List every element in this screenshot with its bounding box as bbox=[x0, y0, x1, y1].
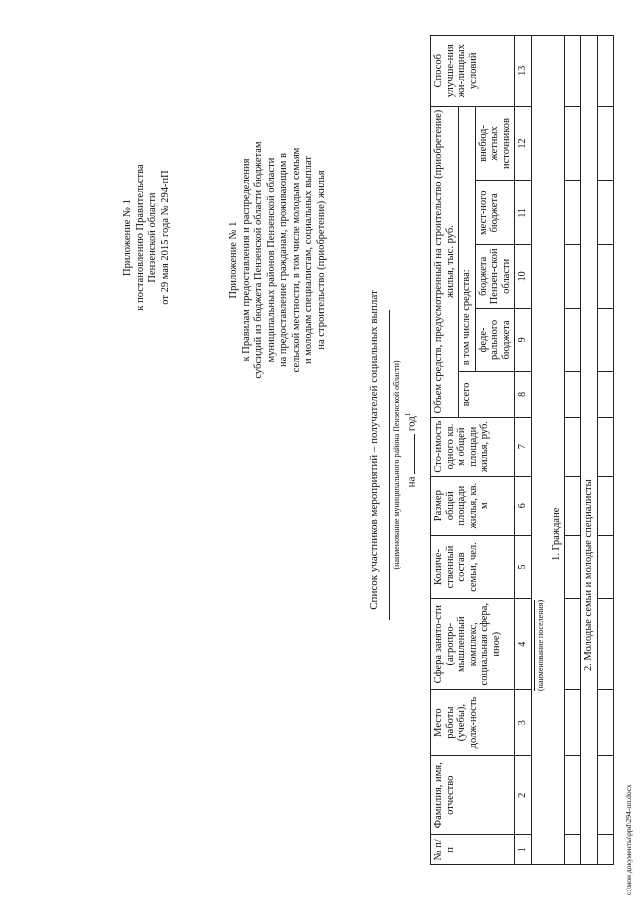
section-young-families: 2. Молодые семьи и молодые специалисты bbox=[583, 479, 594, 671]
header-extrabudget: внебюд-жетных источников bbox=[475, 106, 515, 181]
table-cell bbox=[565, 690, 581, 756]
table-cell bbox=[565, 835, 581, 865]
year-prefix: на bbox=[405, 476, 418, 488]
table-cell bbox=[597, 417, 613, 476]
table-cell bbox=[565, 599, 581, 690]
appendix-line: муниципальных районов Пензенской области bbox=[265, 157, 277, 363]
table-cell bbox=[597, 106, 613, 181]
appendix-line: субсидий из бюджета Пензенской области бюджетам bbox=[253, 141, 264, 379]
header-regional: бюджета Пензен-ской области bbox=[475, 245, 515, 309]
municipality-caption: (наименование муниципального района Пензенской области) bbox=[392, 360, 401, 570]
year-footnote-mark: 1 bbox=[404, 412, 412, 417]
table-cell bbox=[565, 756, 581, 835]
table-cell bbox=[597, 476, 613, 535]
table-cell bbox=[597, 245, 613, 309]
appendix-line: и молодым специалистам, социальных выплат bbox=[303, 156, 314, 364]
table-cell bbox=[565, 476, 581, 535]
appendix-line: Приложение № 1 bbox=[122, 199, 133, 276]
appendix-line: Приложение № 1 bbox=[228, 221, 239, 299]
table-cell bbox=[565, 535, 581, 599]
file-path-footer: c:\мои документы\ppd\294-пп.docx bbox=[624, 784, 633, 895]
header-cost: Сто-имость одного кв. м общей площади жилья, руб. bbox=[431, 417, 515, 476]
column-number: 12 bbox=[515, 106, 532, 181]
table-cell bbox=[597, 756, 613, 835]
column-number: 10 bbox=[515, 245, 532, 309]
participants-table bbox=[430, 35, 614, 865]
table-cell bbox=[565, 106, 581, 181]
header-federal: феде-рального бюджета bbox=[475, 308, 515, 372]
column-number: 13 bbox=[515, 36, 532, 107]
table-cell bbox=[597, 181, 613, 245]
document-title: Список участников мероприятий – получателей социальных выплат bbox=[368, 290, 380, 610]
header-family-size: Количе-ственный состав семьи, чел. bbox=[431, 535, 515, 599]
column-number: 3 bbox=[515, 690, 532, 756]
header-work: Место работы (учебы), долж-ность bbox=[431, 690, 515, 756]
header-fio: Фамилия, имя, отчество bbox=[431, 756, 515, 835]
appendix-line: от 29 мая 2015 года № 294-пП bbox=[159, 170, 171, 305]
appendix-line: к постановлению Правительства bbox=[134, 164, 146, 311]
table-cell bbox=[565, 181, 581, 245]
section-row-citizens bbox=[549, 36, 565, 865]
table-cell bbox=[565, 372, 581, 417]
column-number: 6 bbox=[515, 476, 532, 535]
appendix-line: сельской местности, в том числе молодым семьям bbox=[290, 147, 302, 373]
table-cell bbox=[565, 417, 581, 476]
header-volume: Объем средств, предусмотренный на строительство (приобретение) жилья, тыс. руб. bbox=[431, 106, 459, 417]
header-local: мест-ного бюджета bbox=[475, 181, 515, 245]
header-total: всего bbox=[459, 372, 515, 417]
column-number: 9 bbox=[515, 308, 532, 372]
header-sphere: Сфера занято-сти (агропро-мышленный комплекс, социальная сфера, иное) bbox=[431, 599, 515, 690]
table-cell bbox=[597, 690, 613, 756]
column-number: 1 bbox=[515, 835, 532, 865]
table-cell bbox=[565, 308, 581, 372]
column-number: 2 bbox=[515, 756, 532, 835]
appendix-line: к Правилам предоставления и распределения bbox=[240, 158, 252, 362]
section-citizens: 1. Граждане bbox=[550, 507, 562, 561]
year-suffix: год bbox=[405, 416, 418, 432]
header-num: № п/п bbox=[431, 835, 515, 865]
municipality-fill-line bbox=[389, 310, 390, 620]
settlement-row bbox=[532, 36, 549, 865]
column-number: 11 bbox=[515, 181, 532, 245]
column-number: 7 bbox=[515, 417, 532, 476]
section-row-young bbox=[581, 36, 598, 865]
appendix-line: на строительство (приобретение) жилья bbox=[315, 170, 327, 350]
appendix-header-rules bbox=[228, 90, 328, 430]
table-cell bbox=[597, 36, 613, 107]
year-blank bbox=[404, 434, 415, 474]
column-number: 5 bbox=[515, 535, 532, 599]
table-cell bbox=[565, 36, 581, 107]
header-method: Способ улучше-ния жи-лищных условий bbox=[431, 36, 515, 107]
column-number: 8 bbox=[515, 372, 532, 417]
table-cell bbox=[597, 835, 613, 865]
table-cell bbox=[597, 535, 613, 599]
column-number: 4 bbox=[515, 599, 532, 690]
appendix-header-decree bbox=[122, 130, 172, 345]
table-cell bbox=[597, 308, 613, 372]
header-area: Размер общей площади жилья, кв. м bbox=[431, 476, 515, 535]
header-including: в том числе средства: bbox=[459, 106, 476, 372]
table-cell bbox=[597, 372, 613, 417]
appendix-line: на предоставление гражданам, проживающим в bbox=[278, 152, 289, 368]
settlement-caption: (наименование поселения) bbox=[536, 599, 545, 691]
table-cell bbox=[565, 245, 581, 309]
year-line bbox=[402, 300, 418, 600]
appendix-line: Пензенской области bbox=[147, 192, 158, 283]
table-cell bbox=[597, 599, 613, 690]
